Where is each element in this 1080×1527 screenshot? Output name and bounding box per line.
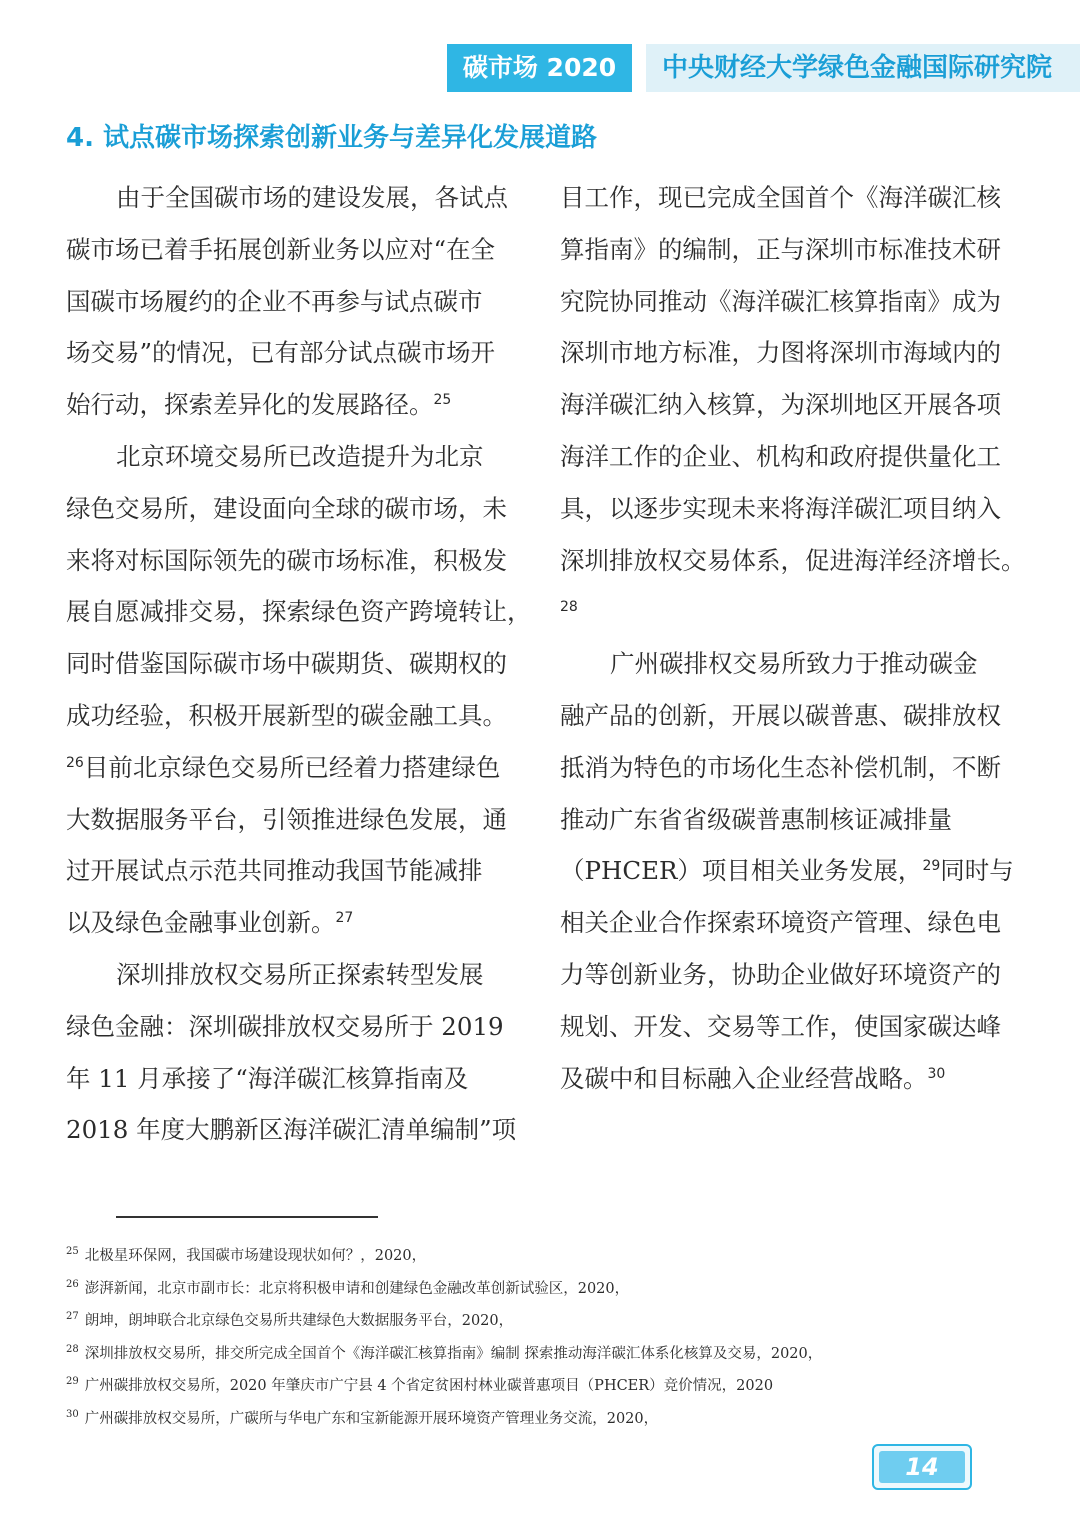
text-line	[66, 897, 522, 949]
text-line: 力等创新业务，协助企业做好环境资产的	[560, 959, 1001, 989]
text-line: 究院协同推动《海洋碳汇核算指南》成为	[560, 286, 1001, 316]
text-span: 同时与	[940, 856, 1014, 886]
text-span: 始行动，探索差异化的发展路径。	[66, 390, 434, 420]
footnote-ref-26[interactable]: 26	[66, 754, 84, 771]
footnote-text: 朗坤，朗坤联合北京绿色交易所共建绿色大数据服务平台，2020，	[84, 1313, 514, 1329]
text-line: 过开展试点示范共同推动我国节能减排	[66, 856, 483, 886]
left-column	[66, 172, 532, 1156]
text-line: 具，以逐步实现未来将海洋碳汇项目纳入	[560, 493, 1001, 523]
text-line: 目工作，现已完成全国首个《海洋碳汇核	[560, 183, 1001, 212]
footnote-number: 26	[66, 1278, 79, 1290]
footnote-text: 广州碳排放权交易所，广碳所与华电广东和宝新能源开展环境资产管理业务交流，2020，	[84, 1410, 659, 1427]
text-line: 北京环境交易所已改造提升为北京	[116, 441, 484, 471]
right-column	[560, 172, 1026, 1104]
footnote-item	[66, 1338, 1026, 1371]
text-line: 来将对标国际领先的碳市场标准，积极发	[66, 545, 507, 575]
footnote-text: 澎湃新闻，北京市副市长：北京将积极申请和创建绿色金融改革创新试验区，2020，	[84, 1280, 630, 1297]
text-line: 由于全国碳市场的建设发展，各试点	[116, 183, 508, 212]
text-line: 海洋碳汇纳入核算，为深圳地区开展各项	[560, 390, 1001, 420]
text-line	[66, 742, 522, 794]
text-line: 国碳市场履约的企业不再参与试点碳市	[66, 286, 483, 316]
footnote-ref-28[interactable]: 28	[560, 599, 578, 616]
text-line: 同时借鉴国际碳市场中碳期货、碳期权的	[66, 649, 507, 679]
text-span: 目前北京绿色交易所已经着力搭建绿色	[83, 752, 501, 782]
footnote-number: 27	[66, 1311, 79, 1323]
text-line: 年 11 月承接了“海洋碳汇核算指南及	[66, 1063, 469, 1093]
text-line	[66, 379, 522, 431]
text-span: （PHCER）项目相关业务发展，	[560, 856, 923, 886]
text-line: 深圳排放权交易体系，促进海洋经济增长。	[560, 545, 1026, 575]
footnote-number: 30	[66, 1408, 79, 1420]
header-institute-label: 中央财经大学绿色金融国际研究院	[646, 44, 1080, 92]
text-line: 相关企业合作探索环境资产管理、绿色电	[560, 908, 1001, 938]
page-number-badge	[872, 1444, 972, 1490]
text-line	[560, 1053, 1020, 1105]
section-title: 4. 试点碳市场探索创新业务与差异化发展道路	[66, 123, 598, 153]
footnote-number: 25	[66, 1246, 79, 1258]
footnotes	[66, 1240, 1026, 1435]
header-publication-label: 碳市场 2020	[447, 44, 632, 92]
footnote-item	[66, 1403, 1026, 1436]
text-line: 2018 年度大鹏新区海洋碳汇清单编制”项	[66, 1115, 517, 1145]
footnote-text: 广州碳排放权交易所，2020 年肇庆市广宁县 4 个省定贫困村林业碳普惠项目（PHCER）竞价情况，2020	[84, 1378, 774, 1394]
footnote-ref-30[interactable]: 30	[927, 1065, 946, 1082]
text-span: 以及绿色金融事业创新。	[66, 908, 336, 938]
text-line: 碳市场已着手拓展创新业务以应对“在全	[66, 234, 496, 264]
text-line: 绿色交易所，建设面向全球的碳市场，未	[66, 493, 507, 523]
text-span: 及碳中和目标融入企业经营战略。	[560, 1063, 928, 1093]
footnote-number: 28	[66, 1343, 79, 1355]
footnote-text: 北极星环保网，我国碳市场建设现状如何？，2020，	[84, 1248, 427, 1264]
footnote-ref-25[interactable]: 25	[433, 392, 452, 409]
footnote-item	[66, 1273, 1026, 1306]
text-line	[560, 586, 1020, 638]
footnote-number: 29	[66, 1376, 79, 1388]
text-line: 广州碳排权交易所致力于推动碳金	[610, 649, 978, 679]
footnote-divider	[116, 1216, 378, 1218]
text-line: 融产品的创新，开展以碳普惠、碳排放权	[560, 700, 1001, 730]
footnote-item	[66, 1240, 1026, 1273]
footnote-ref-27[interactable]: 27	[335, 910, 354, 926]
text-line: 深圳市地方标准，力图将深圳市海域内的	[560, 338, 1001, 368]
text-line: 海洋工作的企业、机构和政府提供量化工	[560, 441, 1001, 471]
text-line: 深圳排放权交易所正探索转型发展	[116, 959, 484, 989]
text-line: 场交易”的情况，已有部分试点碳市场开	[66, 338, 496, 368]
text-line: 规划、开发、交易等工作，使国家碳达峰	[560, 1011, 1001, 1041]
footnote-ref-29[interactable]: 29	[922, 858, 941, 875]
text-line: 推动广东省省级碳普惠制核证减排量	[560, 804, 952, 834]
text-line: 展自愿减排交易，探索绿色资产跨境转让，	[66, 597, 532, 627]
text-line: 算指南》的编制，正与深圳市标准技术研	[560, 234, 1001, 264]
text-line: 绿色金融：深圳碳排放权交易所于 2019	[66, 1011, 504, 1041]
text-line	[560, 845, 1020, 897]
page-number: 14	[879, 1451, 965, 1483]
footnote-item	[66, 1305, 1026, 1338]
footnote-item	[66, 1370, 1026, 1403]
text-line: 成功经验，积极开展新型的碳金融工具。	[66, 700, 507, 730]
text-line: 大数据服务平台，引领推进绿色发展，通	[66, 804, 507, 834]
footnote-text: 深圳排放权交易所，排交所完成全国首个《海洋碳汇核算指南》编制 探索推动海洋碳汇体系化核算及交易，2020，	[84, 1345, 823, 1362]
text-line: 抵消为特色的市场化生态补偿机制，不断	[560, 752, 1001, 782]
